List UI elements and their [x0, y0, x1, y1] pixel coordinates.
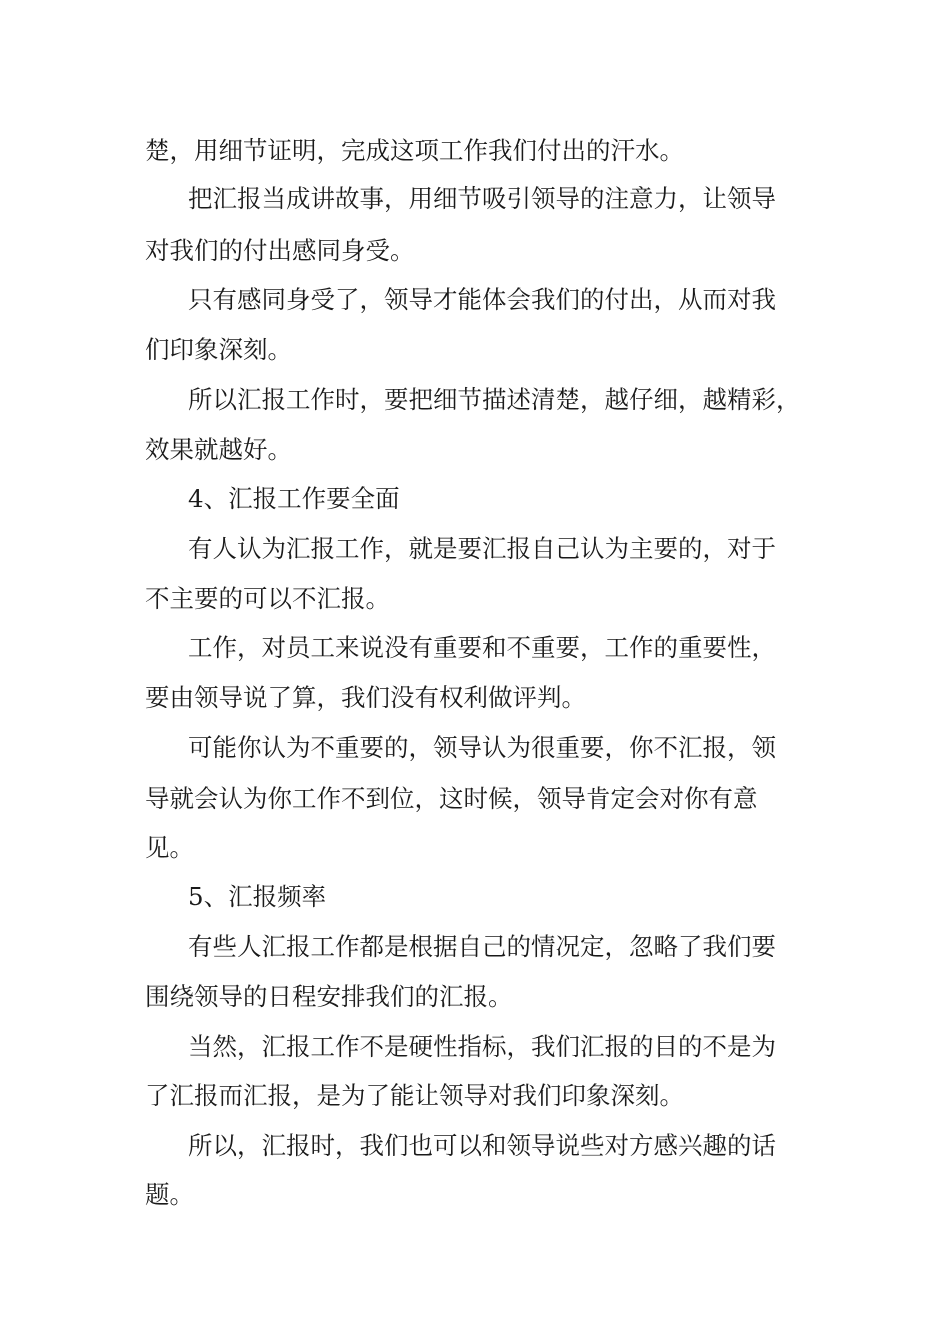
text-line: 对我们的付出感同身受。 [145, 236, 415, 265]
text-line: 们印象深刻。 [145, 335, 292, 364]
text-line: 了汇报而汇报，是为了能让领导对我们印象深刻。 [145, 1081, 684, 1110]
text-line: 把汇报当成讲故事，用细节吸引领导的注意力，让领导 [188, 184, 776, 213]
text-line: 有人认为汇报工作，就是要汇报自己认为主要的，对于 [188, 534, 776, 563]
text-line: 题。 [145, 1180, 194, 1209]
text-line: 楚，用细节证明，完成这项工作我们付出的汗水。 [145, 136, 684, 165]
text-line: 不主要的可以不汇报。 [145, 584, 390, 613]
text-line: 围绕领导的日程安排我们的汇报。 [145, 982, 513, 1011]
text-line: 可能你认为不重要的，领导认为很重要，你不汇报，领 [188, 733, 776, 762]
section-heading: 5、汇报频率 [188, 882, 327, 911]
section-heading: 4、汇报工作要全面 [188, 484, 400, 513]
text-line: 只有感同身受了，领导才能体会我们的付出，从而对我 [188, 285, 776, 314]
text-line: 所以汇报工作时，要把细节描述清楚，越仔细，越精彩， [188, 385, 801, 414]
text-line: 导就会认为你工作不到位，这时候，领导肯定会对你有意 [145, 784, 758, 813]
text-line: 效果就越好。 [145, 435, 292, 464]
text-line: 见。 [145, 833, 194, 862]
text-line: 要由领导说了算，我们没有权利做评判。 [145, 683, 586, 712]
text-line: 有些人汇报工作都是根据自己的情况定，忽略了我们要 [188, 932, 776, 961]
text-line: 所以，汇报时，我们也可以和领导说些对方感兴趣的话 [188, 1131, 776, 1160]
text-line: 当然，汇报工作不是硬性指标，我们汇报的目的不是为 [188, 1032, 776, 1061]
text-line: 工作，对员工来说没有重要和不重要，工作的重要性， [188, 633, 776, 662]
